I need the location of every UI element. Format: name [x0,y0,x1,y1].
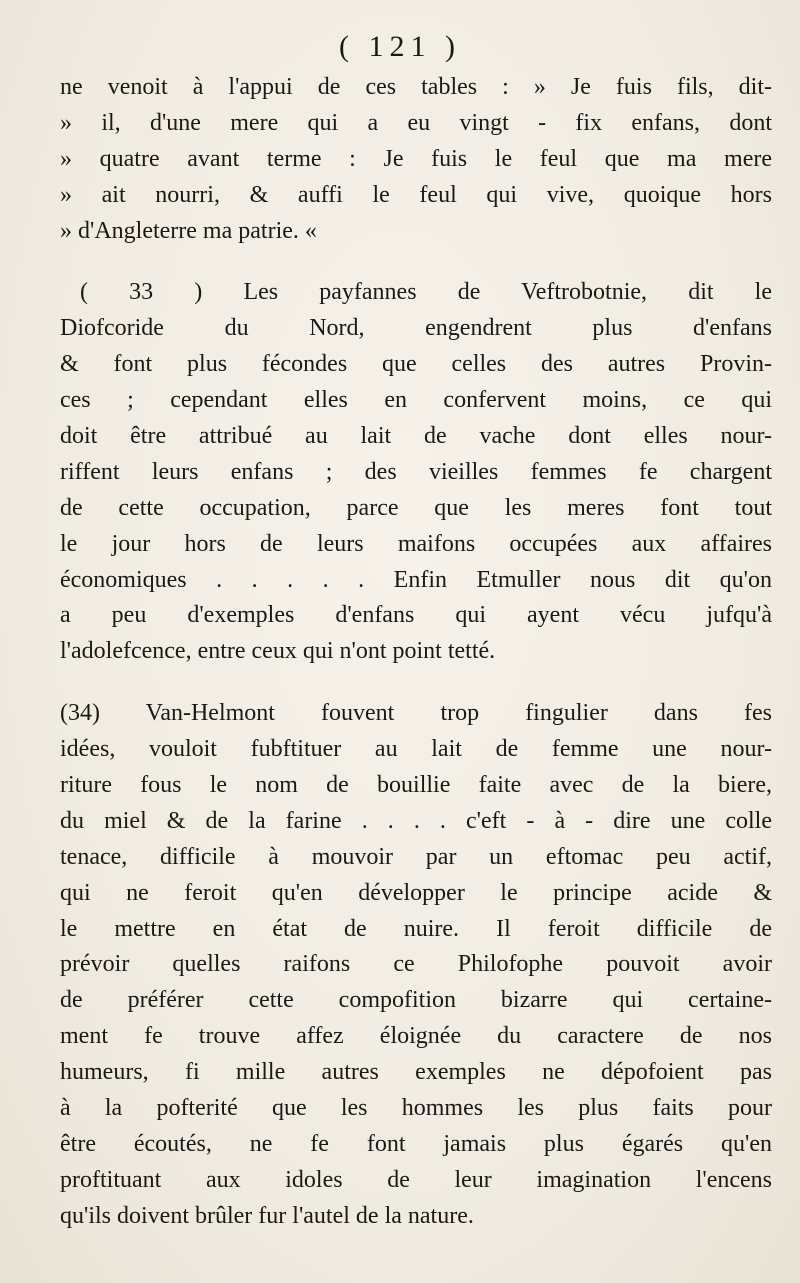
text-line: & font plus fécondes que celles des autres Provin- [60,351,772,378]
text-line: l'adolefcence, entre ceux qui n'ont point tetté. [60,638,496,665]
text-line: ( 33 ) Les payfannes de Veftrobotnie, dit le [80,279,772,306]
text-line: de préférer cette compofition bizarre qui certaine- [60,987,772,1014]
paragraph-1 [60,70,772,249]
text-line: » ait nourri, & auffi le feul qui vive, quoique hors [60,181,772,208]
text-line: riture fous le nom de bouillie faite avec de la biere, [60,772,772,799]
text-line: qui ne feroit qu'en développer le principe acide & [60,879,772,906]
text-line: » d'Angleterre ma patrie. « [60,217,317,244]
text-line: » quatre avant terme : Je fuis le feul que ma mere [60,145,772,172]
text-line: idées, vouloit fubftituer au lait de femme une nour- [60,736,772,763]
text-line: proftituant aux idoles de leur imagination l'encens [60,1166,772,1193]
body-text [60,70,772,1235]
page-number: ( 121 ) [339,30,461,63]
text-line: (34) Van-Helmont fouvent trop fingulier dans fes [60,700,772,727]
text-line: prévoir quelles raifons ce Philofophe pouvoit avoir [60,951,772,978]
text-line: le mettre en état de nuire. Il feroit difficile de [60,915,772,942]
text-line: le jour hors de leurs maifons occupées aux affaires [60,530,772,557]
text-line: qu'ils doivent brûler fur l'autel de la nature. [60,1202,474,1229]
text-line: ne venoit à l'appui de ces tables : » Je fuis fils, dit- [60,74,772,100]
paragraph-2 [60,275,772,670]
text-line: » il, d'une mere qui a eu vingt - fix enfans, dont [60,109,772,136]
text-line: humeurs, fi mille autres exemples ne dépofoient pas [60,1059,772,1086]
paragraph-gap [60,249,772,275]
text-line: ces ; cependant elles en confervent moins, ce qui [60,387,772,414]
text-line: riffent leurs enfans ; des vieilles femmes fe chargent [60,458,772,485]
text-line: a peu d'exemples d'enfans qui ayent vécu jufqu'à [60,602,772,629]
text-line: économiques . . . . . Enfin Etmuller nous dit qu'on [60,566,772,593]
paragraph-gap [60,670,772,696]
text-line: tenace, difficile à mouvoir par un eftomac peu actif, [60,843,772,870]
text-line: Diofcoride du Nord, engendrent plus d'enfans [60,315,772,342]
text-line: être écoutés, ne fe font jamais plus égarés qu'en [60,1130,772,1157]
paragraph-3 [60,696,772,1234]
text-line: de cette occupation, parce que les meres font tout [60,494,772,521]
text-line: ment fe trouve affez éloignée du caractere de nos [60,1023,772,1050]
text-line: du miel & de la farine . . . . c'eft - à - dire une colle [60,807,772,834]
text-line: à la pofterité que les hommes les plus faits pour [60,1095,772,1122]
text-line: doit être attribué au lait de vache dont elles nour- [60,423,772,450]
